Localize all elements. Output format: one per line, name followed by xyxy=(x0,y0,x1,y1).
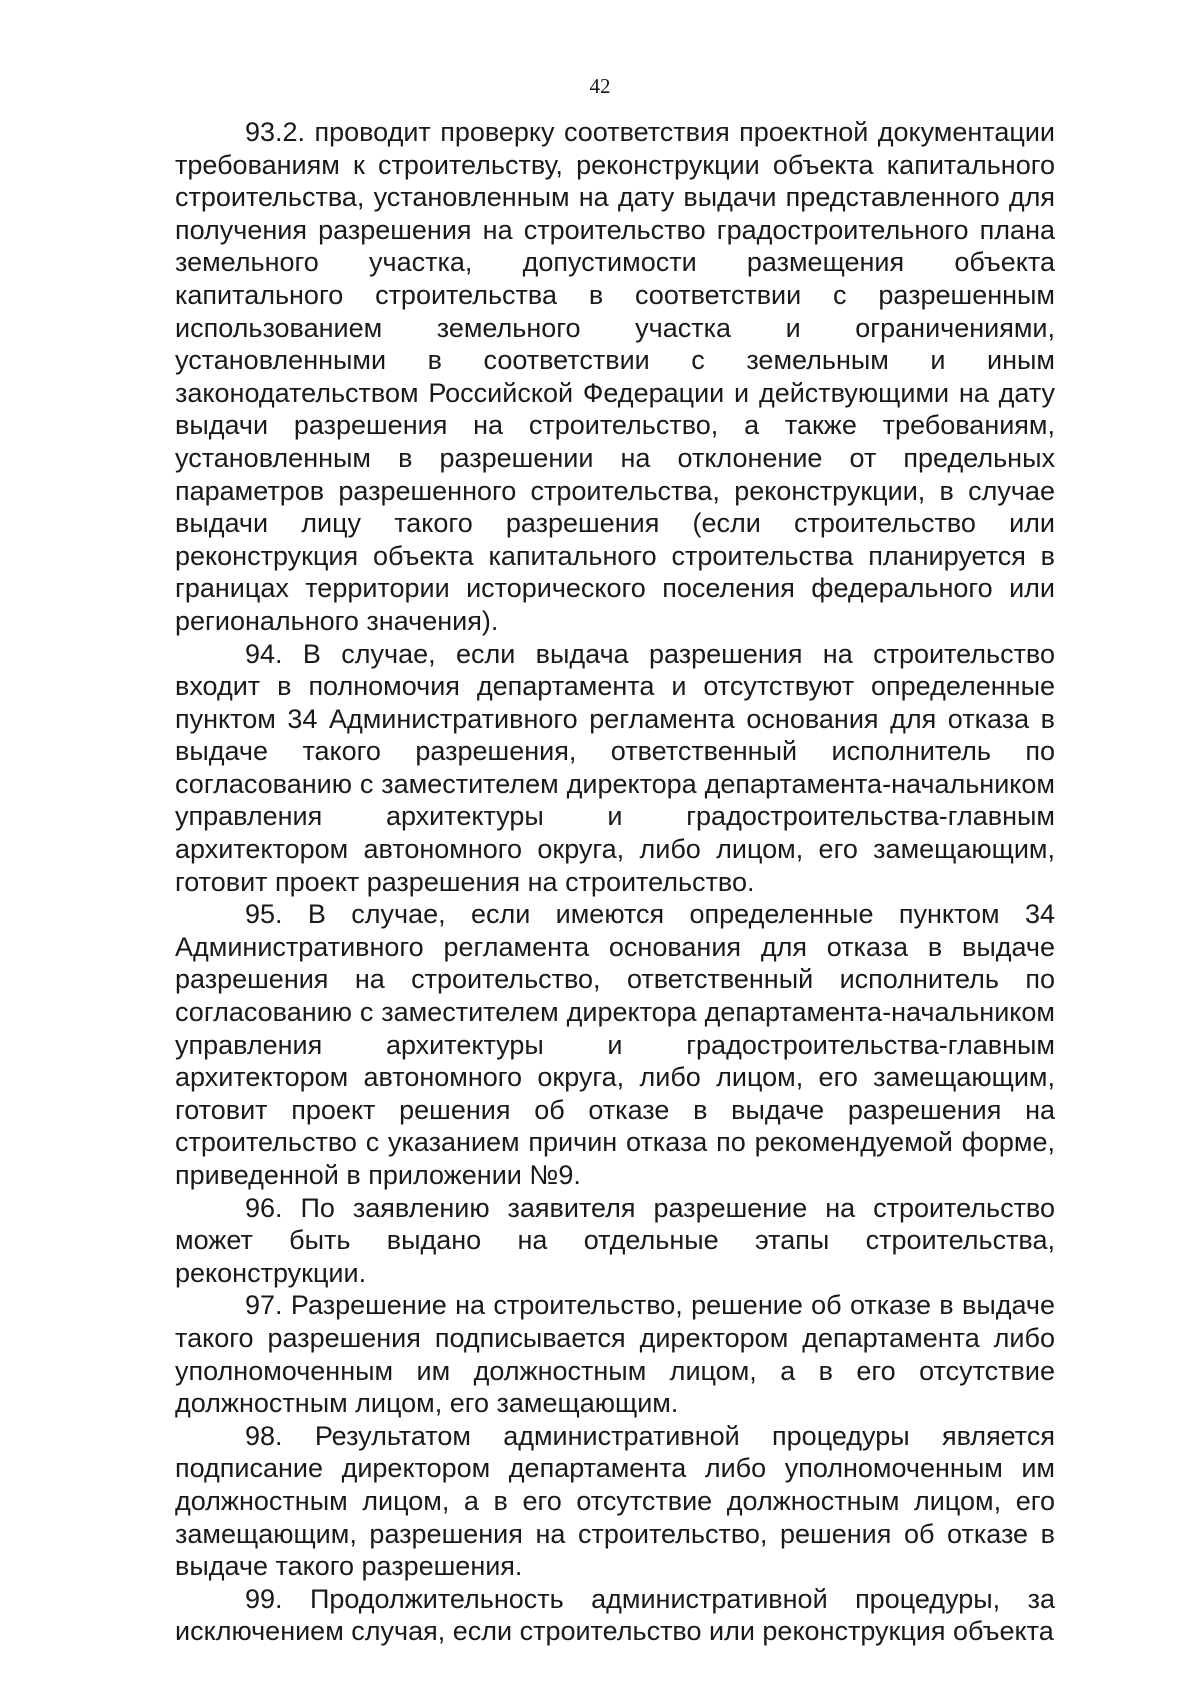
paragraph-95: 95. В случае, если имеются определенные пунктом 34 Административного регламента основания для отказа в выдаче разрешения на строительство, ответственный исполнитель по согласованию с заместителем директора департамента-начальником управления архитектуры и градостроительства-главным архитектором автономного округа, либо лицом, его замещающим, готовит проект решения об отказе в выдаче разрешения на строительство с указанием причин отказа по рекомендуемой форме, приведенной в приложении №9. xyxy=(175,899,1055,1190)
paragraph-96: 96. По заявлению заявителя разрешение на строительство может быть выдано на отдельные этапы строительства, реконструкции. xyxy=(175,1192,1055,1288)
paragraph-93-2: 93.2. проводит проверку соответствия проектной документации требованиям к строительству, реконструкции объекта капитального строительства, установленным на дату выдачи представленного для получения разрешения на строительство градостроительного плана земельного участка, допустимости размещения объекта капитального строительства в соответствии с разрешенным использованием земельного участка и ограничениями, установленными в соответствии с земельным и иным законодательством Российской Федерации и действующими на дату выдачи разрешения на строительство, а также требованиям, установленным в разрешении на отклонение от предельных параметров разрешенного строительства, реконструкции, в случае выдачи лицу такого разрешения (если строительство или реконструкция объекта капитального строительства планируется в границах территории исторического поселения федерального или регионального значения). xyxy=(175,117,1055,636)
document-body xyxy=(175,116,1055,1648)
paragraph-94: 94. В случае, если выдача разрешения на строительство входит в полномочия департамента и отсутствуют определенные пунктом 34 Административного регламента основания для отказа в выдаче такого разрешения, ответственный исполнитель по согласованию с заместителем директора департамента-начальником управления архитектуры и градостроительства-главным архитектором автономного округа, либо лицом, его замещающим, готовит проект разрешения на строительство. xyxy=(175,638,1055,897)
paragraph-99: 99. Продолжительность административной процедуры, за исключением случая, если строительство или реконструкция объекта xyxy=(175,1583,1055,1647)
paragraph-98: 98. Результатом административной процедуры является подписание директором департамента либо уполномоченным им должностным лицом, а в его отсутствие должностным лицом, его замещающим, разрешения на строительство, решения об отказе в выдаче такого разрешения. xyxy=(175,1420,1055,1582)
paragraph-97: 97. Разрешение на строительство, решение об отказе в выдаче такого разрешения подписывается директором департамента либо уполномоченным им должностным лицом, а в его отсутствие должностным лицом, его замещающим. xyxy=(175,1290,1055,1419)
page-number: 42 xyxy=(589,74,611,98)
